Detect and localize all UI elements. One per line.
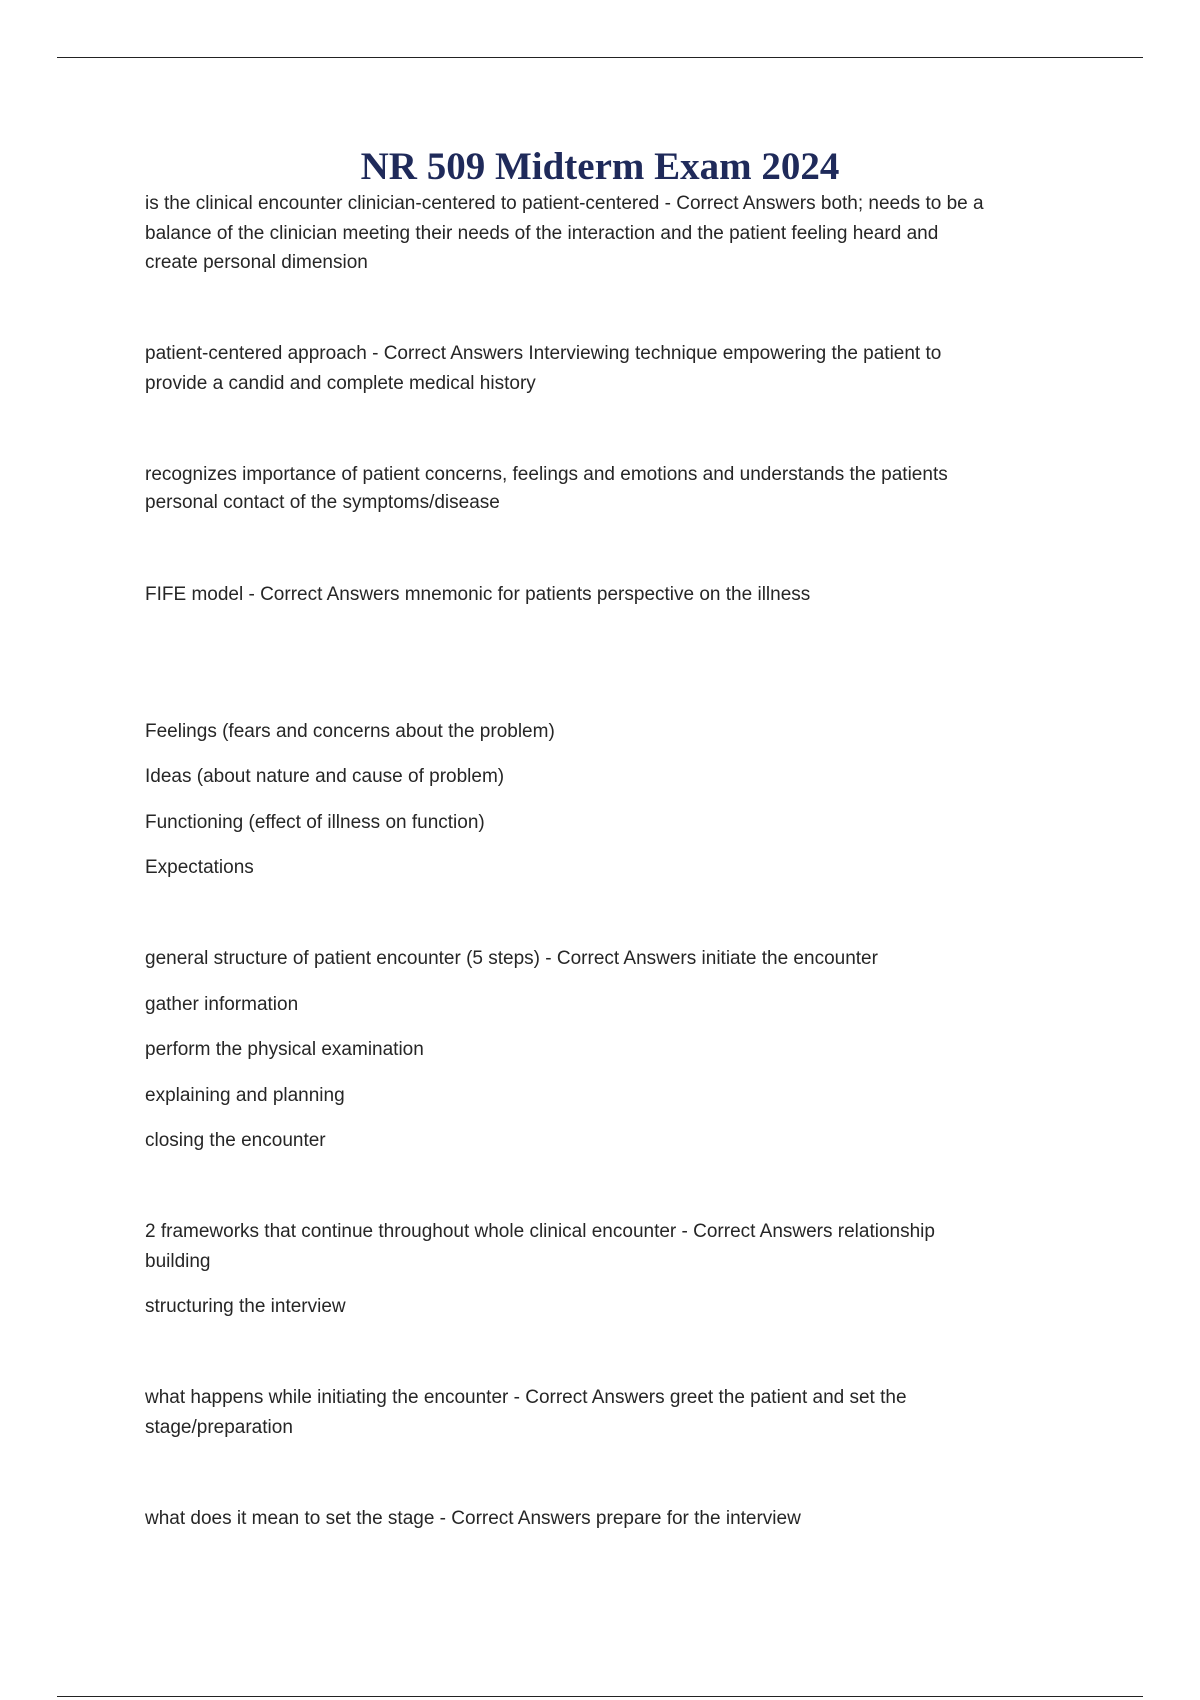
body-line: what happens while initiating the encounter - Correct Answers greet the patient and set the <box>145 1387 907 1408</box>
body-line: 2 frameworks that continue throughout whole clinical encounter - Correct Answers relationship <box>145 1221 935 1242</box>
top-rule <box>57 57 1143 58</box>
body-line: perform the physical examination <box>145 1039 424 1060</box>
body-line: patient-centered approach - Correct Answers Interviewing technique empowering the patient to <box>145 343 942 364</box>
body-line: closing the encounter <box>145 1130 326 1151</box>
body-line: create personal dimension <box>145 252 368 273</box>
body-line: structuring the interview <box>145 1296 346 1317</box>
body-line: Expectations <box>145 857 254 878</box>
body-line: personal contact of the symptoms/disease <box>145 492 500 513</box>
body-line: Functioning (effect of illness on function) <box>145 812 485 833</box>
body-line: building <box>145 1251 211 1272</box>
body-line: balance of the clinician meeting their needs of the interaction and the patient feeling heard and <box>145 223 939 244</box>
body-line: is the clinical encounter clinician-centered to patient-centered - Correct Answers both; needs to be a <box>145 193 984 214</box>
body-line: general structure of patient encounter (5 steps) - Correct Answers initiate the encounter <box>145 948 878 969</box>
body-line: Ideas (about nature and cause of problem) <box>145 766 505 787</box>
body-line: what does it mean to set the stage - Correct Answers prepare for the interview <box>145 1508 801 1529</box>
body-line: provide a candid and complete medical history <box>145 373 536 394</box>
body-line: gather information <box>145 994 299 1015</box>
body-line: recognizes importance of patient concerns, feelings and emotions and understands the patients <box>145 464 948 485</box>
body-line: explaining and planning <box>145 1085 345 1106</box>
body-line: FIFE model - Correct Answers mnemonic for patients perspective on the illness <box>145 584 811 605</box>
body-line: stage/preparation <box>145 1417 293 1438</box>
body-line: Feelings (fears and concerns about the problem) <box>145 721 555 742</box>
bottom-rule <box>57 1696 1143 1697</box>
document-title: NR 509 Midterm Exam 2024 <box>360 145 840 188</box>
